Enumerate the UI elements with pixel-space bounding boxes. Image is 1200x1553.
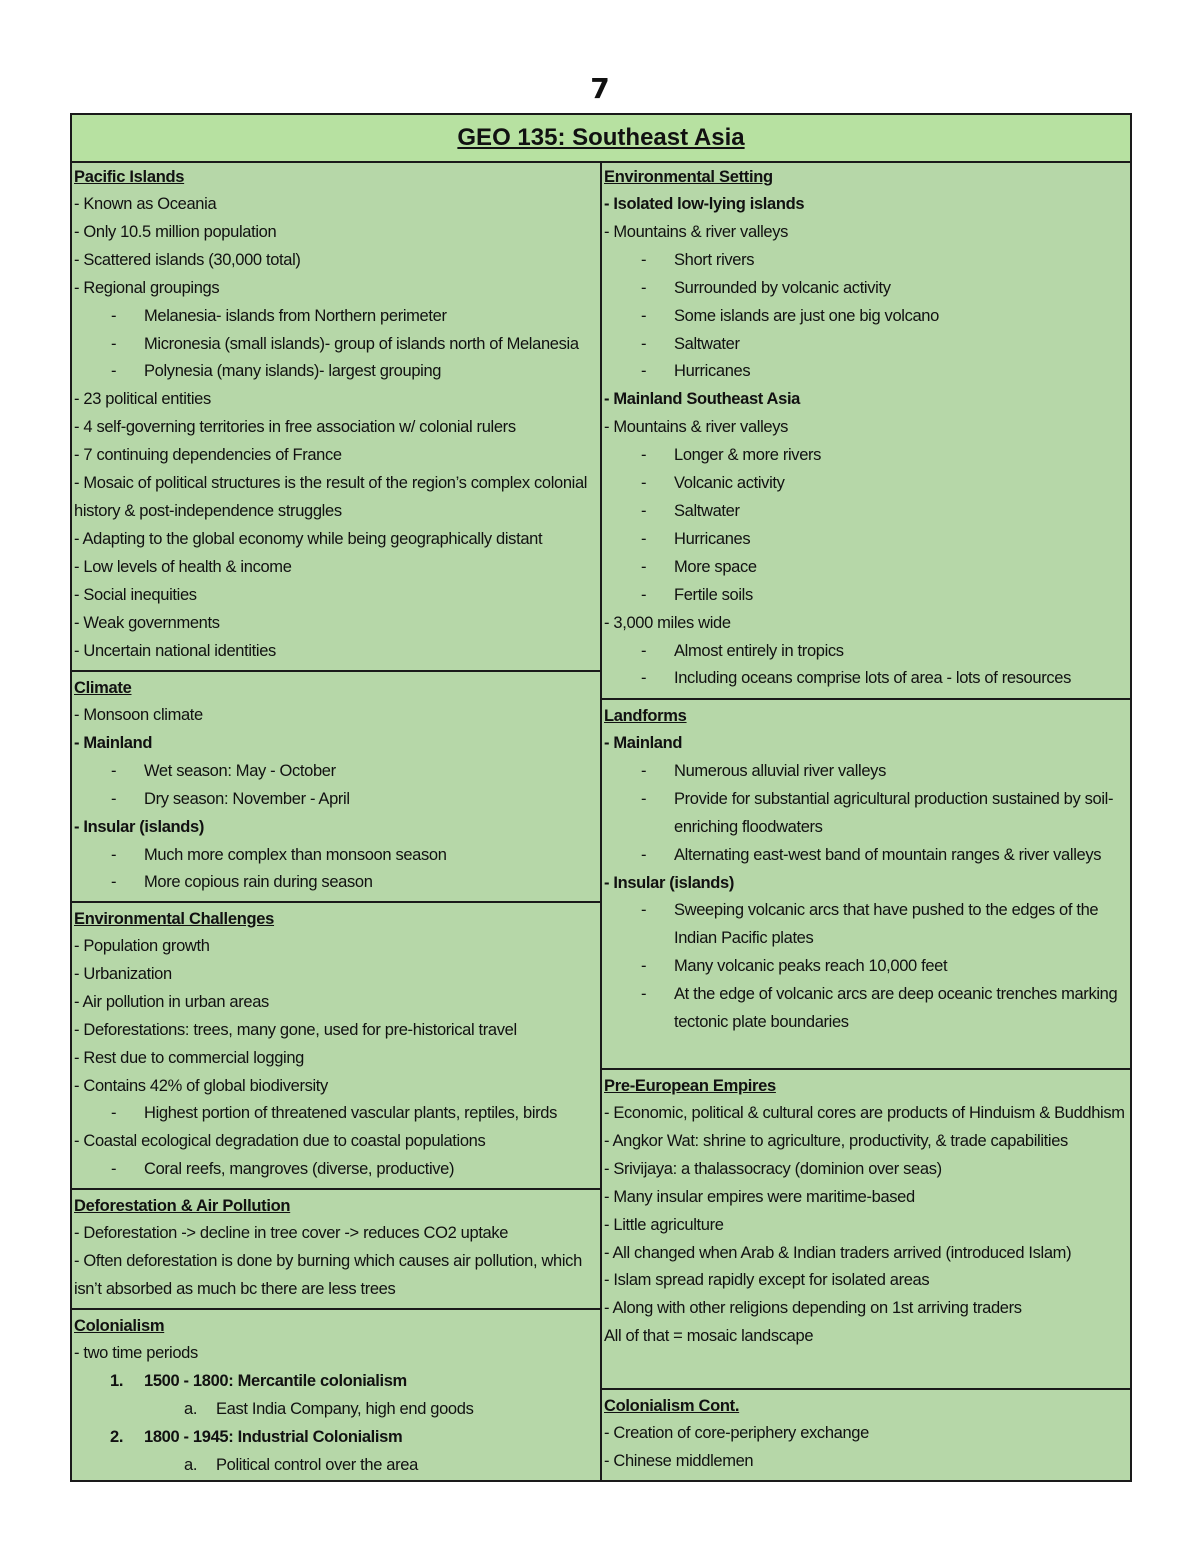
bullet-item [74, 1248, 600, 1304]
bullet-item [604, 610, 1130, 638]
item-text: Polynesia (many islands)- largest grouping [144, 362, 442, 381]
item-text: - Urbanization [74, 964, 172, 983]
item-text: - Mainland [604, 734, 683, 752]
bullet-item [604, 1420, 1130, 1448]
item-text: - Population growth [74, 937, 210, 955]
item-text: All of that = mosaic landscape [604, 1327, 814, 1346]
item-text: - Little agriculture [604, 1215, 724, 1234]
bullet-item [74, 386, 600, 414]
sub-bullet-item [604, 470, 1130, 498]
bullet-item [604, 1448, 1130, 1476]
bullet-item [604, 1156, 1130, 1184]
page-number: 7 [590, 72, 610, 105]
bullet-item [74, 191, 600, 219]
item-text: - Chinese middlemen [604, 1451, 754, 1470]
page-title: GEO 135: Southeast Asia [72, 115, 1130, 163]
item-text: Numerous alluvial river valleys [674, 761, 886, 780]
section-colonialism [72, 1310, 600, 1480]
sub-bullet-item [74, 842, 600, 870]
item-text: Many volcanic peaks reach 10,000 feet [674, 957, 948, 976]
item-text: - Angkor Wat: shrine to agriculture, productivity, & trade capabilities [604, 1131, 1068, 1150]
section-heading: Environmental Setting [604, 168, 773, 186]
item-text: - Scattered islands (30,000 total) [74, 250, 301, 269]
item-text: - Mainland [74, 733, 153, 752]
item-text: - 23 political entities [74, 390, 211, 409]
bullet-item [74, 554, 600, 582]
sub-bullet-item [74, 758, 600, 786]
bullet-item [74, 814, 600, 842]
item-text: - Air pollution in urban areas [74, 992, 269, 1011]
item-marker: 2. [110, 1427, 124, 1446]
item-text: Short rivers [674, 250, 755, 269]
bullet-item [604, 1323, 1130, 1351]
sub-bullet-item [604, 275, 1130, 303]
item-text: Hurricanes [674, 529, 751, 548]
sub-bullet-item [604, 981, 1130, 1037]
right-column [602, 161, 1130, 1480]
section-colonialism-cont [602, 1390, 1130, 1476]
sub-bullet-item [74, 869, 600, 897]
bullet-item [74, 638, 600, 666]
item-text: Provide for substantial agricultural production sustained by soil-enriching floodwaters [674, 789, 1114, 836]
sub-bullet-item [604, 638, 1130, 666]
item-text: - Insular (islands) [74, 817, 204, 836]
section-heading: Environmental Challenges [74, 910, 275, 928]
item-text: - Along with other religions depending on 1st arriving traders [604, 1299, 1022, 1318]
item-text: - Srivijaya: a thalassocracy (dominion over seas) [604, 1159, 942, 1178]
item-text: - Economic, political & cultural cores are products of Hinduism & Buddhism [604, 1104, 1125, 1122]
item-text: - Rest due to commercial logging [74, 1048, 304, 1067]
bullet-item [604, 1240, 1130, 1268]
item-text: - 4 self-governing territories in free association w/ colonial rulers [74, 418, 516, 437]
sub-bullet-item [74, 1156, 600, 1184]
item-text: 1500 - 1800: Mercantile colonialism [144, 1371, 407, 1390]
section-heading: Deforestation & Air Pollution [74, 1197, 291, 1215]
item-text: - 3,000 miles wide [604, 613, 731, 632]
item-text: - 7 continuing dependencies of France [74, 446, 342, 465]
item-text: - Isolated low-lying islands [604, 195, 805, 213]
item-text: Some islands are just one big volcano [674, 306, 939, 325]
bullet-item [74, 933, 600, 961]
item-text: - Social inequities [74, 585, 197, 604]
bullet-item [604, 1184, 1130, 1212]
sub-bullet-item [604, 303, 1130, 331]
sub-bullet-item [74, 786, 600, 814]
bullet-item [74, 1017, 600, 1045]
bullet-item [74, 470, 600, 526]
item-text: Fertile soils [674, 585, 753, 604]
item-text: More space [674, 557, 757, 576]
sub-bullet-item [604, 758, 1130, 786]
item-text: - Monsoon climate [74, 706, 203, 724]
bullet-item [74, 1220, 600, 1248]
item-text: At the edge of volcanic arcs are deep oceanic trenches marking tectonic plate boundaries [674, 985, 1118, 1032]
item-text: Coral reefs, mangroves (diverse, productive) [144, 1160, 455, 1179]
left-column [72, 161, 602, 1480]
item-text: - Mainland Southeast Asia [604, 390, 801, 409]
section-heading: Climate [74, 679, 132, 697]
sub-bullet-item [604, 358, 1130, 386]
section-heading: Colonialism Cont. [604, 1397, 740, 1415]
bullet-item [604, 730, 1130, 758]
bullet-item [74, 1045, 600, 1073]
sub-bullet-item [74, 1100, 600, 1128]
numbered-item [74, 1424, 600, 1452]
item-text: Wet season: May - October [144, 761, 336, 780]
item-text: Alternating east-west band of mountain ranges & river valleys [674, 845, 1102, 864]
sub-bullet-item [604, 442, 1130, 470]
item-text: - Regional groupings [74, 278, 220, 297]
bullet-item [604, 1212, 1130, 1240]
bullet-item [604, 414, 1130, 442]
section-pacific-islands [72, 161, 600, 672]
sub-bullet-item [74, 358, 600, 386]
sub-bullet-item [604, 554, 1130, 582]
bullet-item [74, 1073, 600, 1101]
bullet-item [604, 191, 1130, 219]
item-text: - Insular (islands) [604, 873, 734, 892]
item-marker: a. [184, 1455, 198, 1474]
bullet-item [74, 1128, 600, 1156]
section-heading: Landforms [604, 707, 687, 725]
item-text: - Contains 42% of global biodiversity [74, 1076, 328, 1095]
notes-sheet [70, 113, 1132, 1482]
bullet-item [74, 961, 600, 989]
bullet-item [74, 582, 600, 610]
bullet-item [74, 247, 600, 275]
sub-bullet-item [604, 953, 1130, 981]
item-text: Dry season: November - April [144, 789, 350, 808]
sub-bullet-item [604, 331, 1130, 359]
item-text: - two time periods [74, 1344, 198, 1362]
bullet-item [74, 275, 600, 303]
bullet-item [74, 442, 600, 470]
bullet-item [74, 702, 600, 730]
item-text: Micronesia (small islands)- group of islands north of Melanesia [144, 334, 579, 353]
section-heading: Pacific Islands [74, 168, 185, 186]
item-text: - Mountains & river valleys [604, 418, 789, 437]
bullet-item [604, 870, 1130, 898]
section-climate [72, 672, 600, 903]
sub-bullet-item [604, 582, 1130, 610]
section-landforms [602, 700, 1130, 1070]
item-text: - Mountains & river valleys [604, 222, 789, 241]
lettered-item [74, 1396, 600, 1424]
bullet-item [74, 989, 600, 1017]
bullet-item [74, 610, 600, 638]
bullet-item [74, 414, 600, 442]
sub-bullet-item [604, 498, 1130, 526]
item-text: Saltwater [674, 501, 740, 520]
bullet-item [604, 386, 1130, 414]
section-heading: Pre-European Empires [604, 1077, 776, 1095]
item-text: Melanesia- islands from Northern perimeter [144, 306, 447, 325]
item-text: Surrounded by volcanic activity [674, 278, 891, 297]
bullet-item [74, 730, 600, 758]
item-text: East India Company, high end goods [216, 1399, 474, 1418]
sub-bullet-item [604, 665, 1130, 693]
item-text: - Only 10.5 million population [74, 222, 277, 241]
bullet-item [74, 219, 600, 247]
bullet-item [604, 1295, 1130, 1323]
bullet-item [74, 526, 600, 554]
item-text: - Many insular empires were maritime-based [604, 1187, 915, 1206]
item-text: - Often deforestation is done by burning which causes air pollution, which isn’t absorbed as much bc there are less trees [74, 1251, 582, 1298]
item-marker: 1. [110, 1371, 124, 1390]
sub-bullet-item [74, 303, 600, 331]
item-text: Saltwater [674, 334, 740, 353]
item-text: Highest portion of threatened vascular plants, reptiles, birds [144, 1104, 558, 1123]
sub-bullet-item [74, 331, 600, 359]
item-text: - Islam spread rapidly except for isolated areas [604, 1271, 930, 1290]
section-deforestation-air-pollution [72, 1190, 600, 1310]
columns [72, 161, 1130, 1480]
sub-bullet-item [604, 247, 1130, 275]
bullet-item [604, 1267, 1130, 1295]
item-text: - Adapting to the global economy while being geographically distant [74, 529, 543, 548]
bullet-item [604, 219, 1130, 247]
item-text: - Uncertain national identities [74, 641, 276, 660]
item-text: Sweeping volcanic arcs that have pushed to the edges of the Indian Pacific plates [674, 901, 1099, 948]
lettered-item [74, 1452, 600, 1480]
item-text: Longer & more rivers [674, 446, 822, 465]
bullet-item [604, 1128, 1130, 1156]
numbered-item [74, 1368, 600, 1396]
item-text: Political control over the area [216, 1455, 418, 1474]
item-text: More copious rain during season [144, 873, 373, 892]
item-text: Almost entirely in tropics [674, 641, 844, 660]
item-text: - Low levels of health & income [74, 557, 292, 576]
section-pre-european-empires [602, 1070, 1130, 1390]
sub-bullet-item [604, 526, 1130, 554]
item-text: - Known as Oceania [74, 195, 217, 213]
item-text: 1800 - 1945: Industrial Colonialism [144, 1427, 403, 1446]
section-environmental-challenges [72, 903, 600, 1190]
item-text: Including oceans comprise lots of area - lots of resources [674, 669, 1071, 688]
item-text: Hurricanes [674, 362, 751, 381]
bullet-item [74, 1340, 600, 1368]
item-text: - Deforestation -> decline in tree cover -> reduces CO2 uptake [74, 1224, 509, 1242]
item-text: Volcanic activity [674, 474, 785, 493]
section-heading: Colonialism [74, 1317, 165, 1335]
item-text: - Deforestations: trees, many gone, used for pre-historical travel [74, 1020, 517, 1039]
sub-bullet-item [604, 842, 1130, 870]
bullet-item [604, 1100, 1130, 1128]
sub-bullet-item [604, 786, 1130, 842]
item-text: - Mosaic of political structures is the result of the region’s complex colonial history & post-independence struggles [74, 474, 588, 520]
item-marker: a. [184, 1399, 198, 1418]
item-text: - Creation of core-periphery exchange [604, 1424, 869, 1442]
item-text: - Weak governments [74, 613, 220, 632]
section-environmental-setting [602, 161, 1130, 700]
item-text: - All changed when Arab & Indian traders arrived (introduced Islam) [604, 1243, 1072, 1262]
sub-bullet-item [604, 897, 1130, 953]
item-text: - Coastal ecological degradation due to coastal populations [74, 1132, 486, 1151]
item-text: Much more complex than monsoon season [144, 845, 447, 864]
